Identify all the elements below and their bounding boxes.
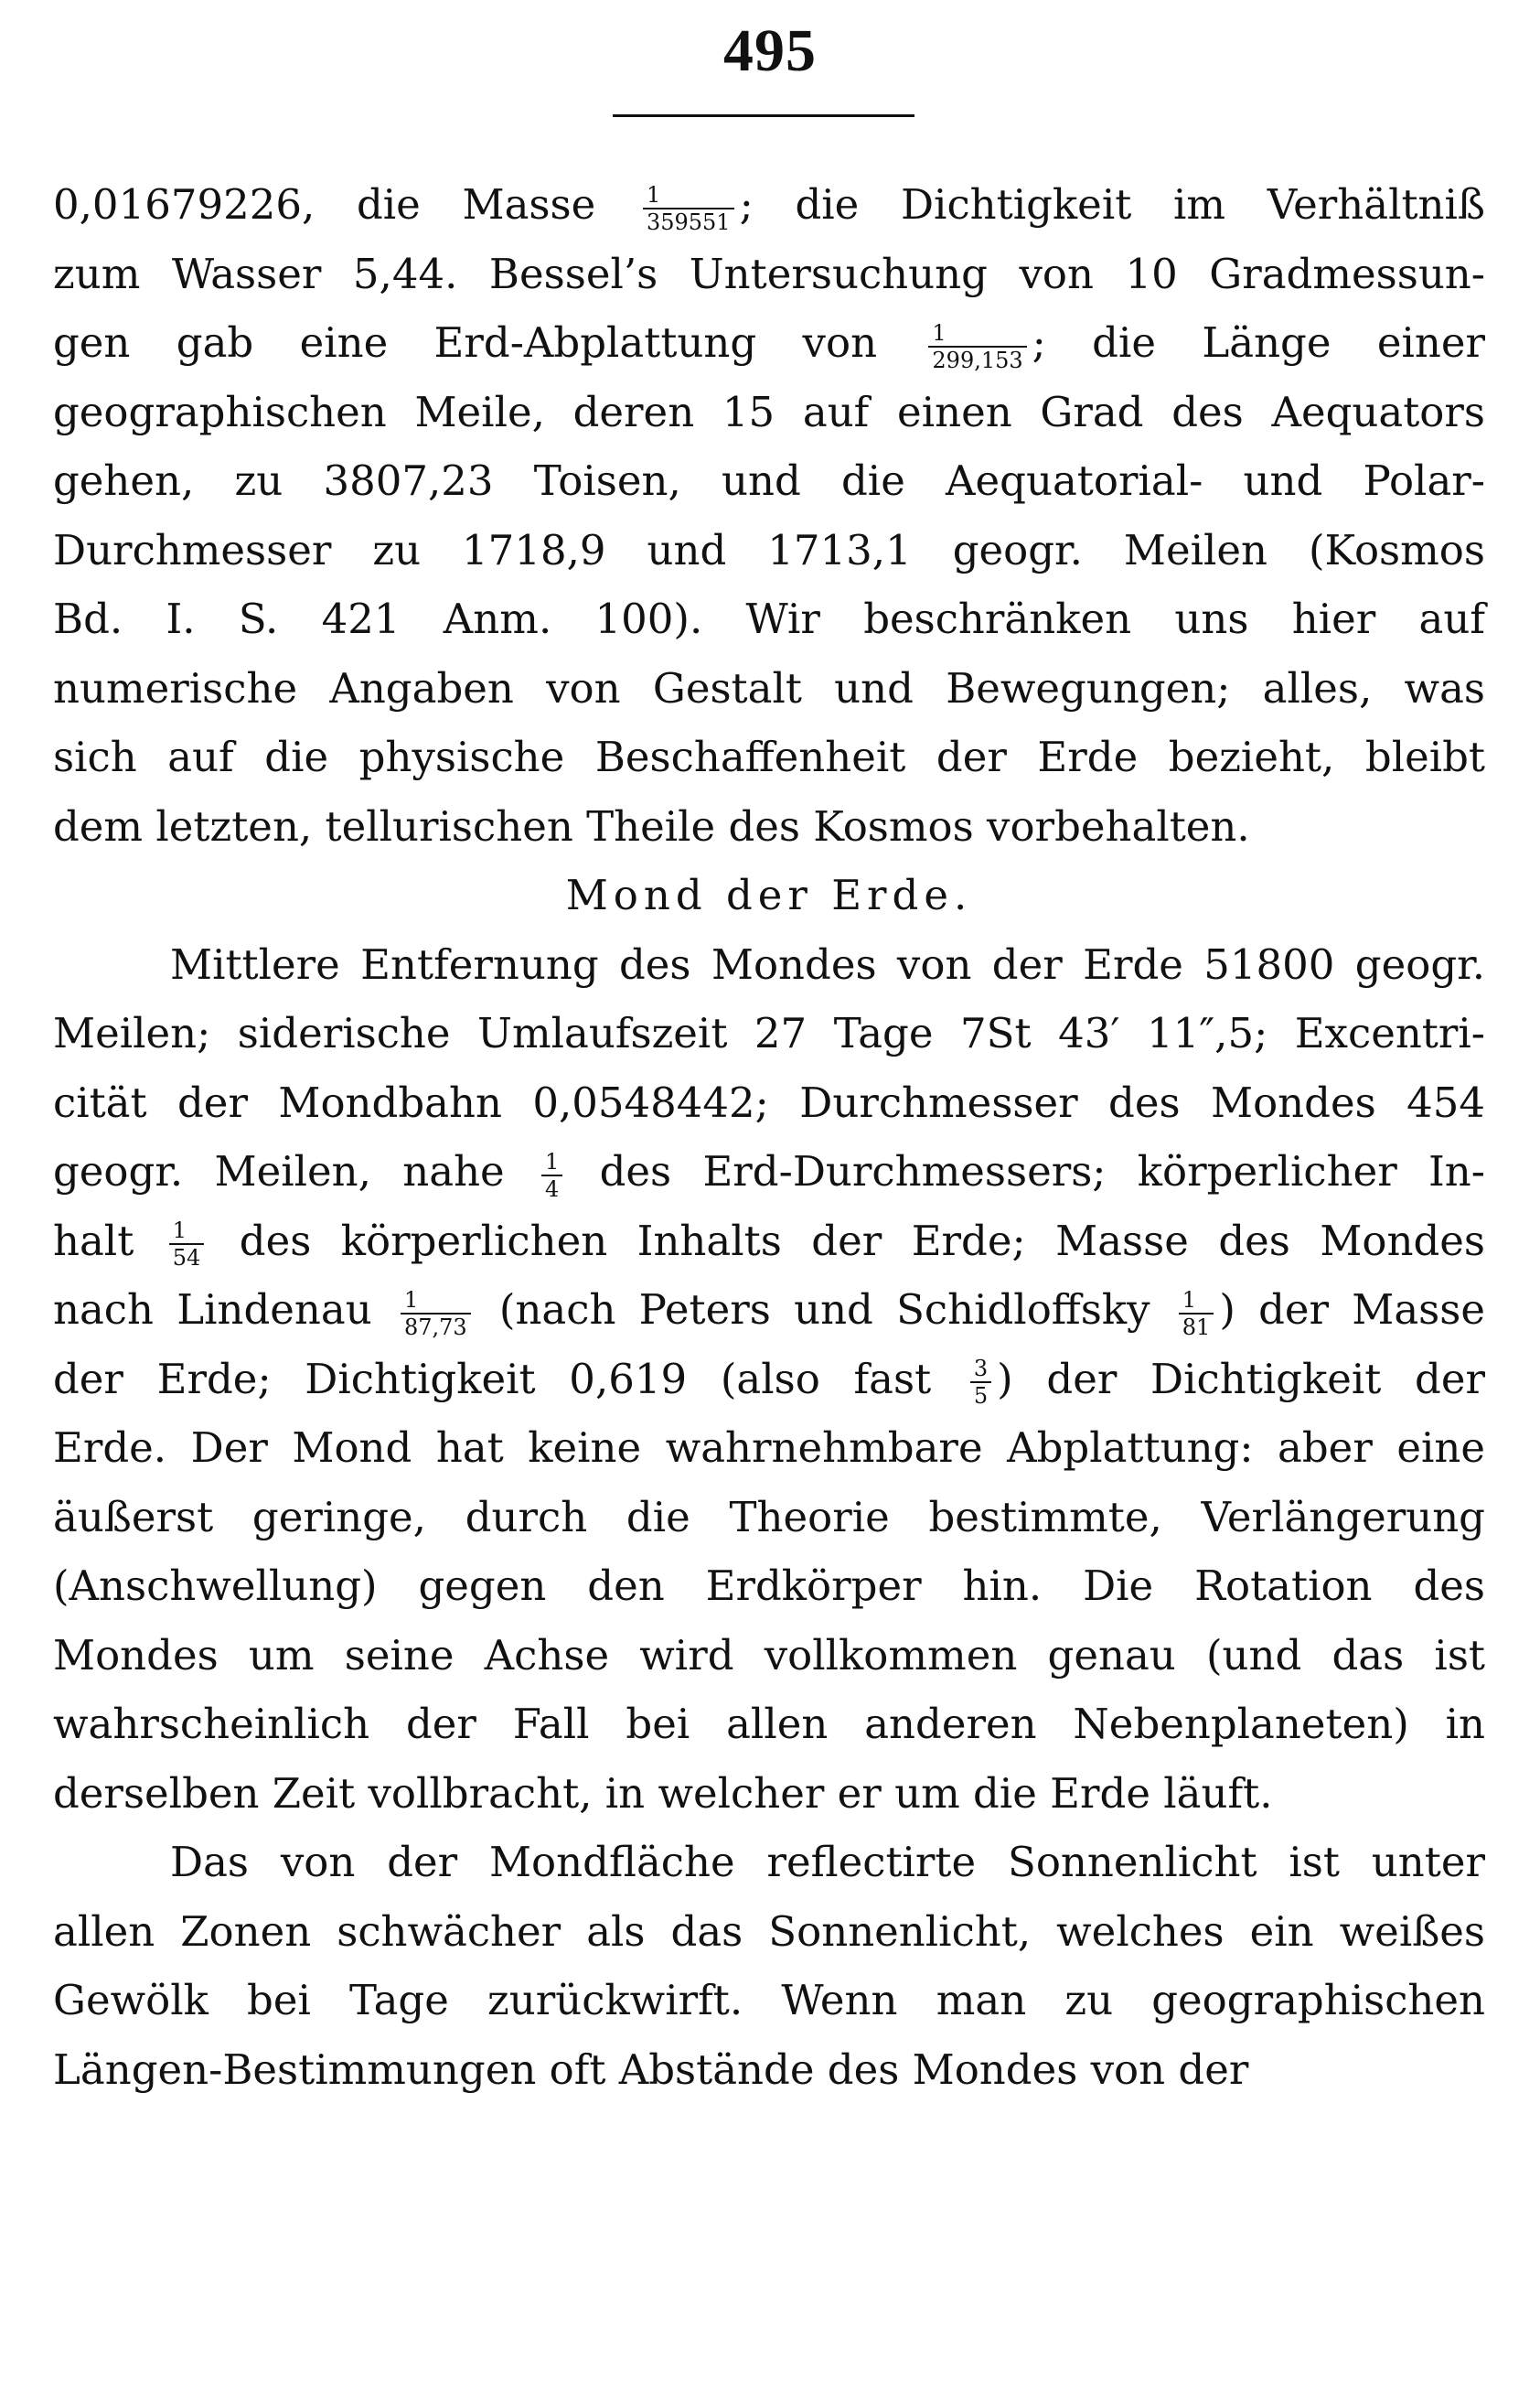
text-segment: (nach Peters und Schidloffsky	[476, 1285, 1173, 1334]
text-line	[53, 1207, 1485, 1276]
paragraph-2	[53, 930, 1485, 1829]
text-segment: gen gab eine Erd-Abplattung von	[53, 318, 924, 367]
fraction	[401, 1287, 471, 1340]
text-segment: dem letzten, tellurischen Theile des Kosmos vorbehalten.	[53, 801, 1250, 851]
header-rule	[613, 114, 914, 117]
fraction-denominator: 81	[1182, 1314, 1211, 1340]
text-segment: Erde. Der Mond hat keine wahrnehmbare Abplattung: aber eine	[53, 1423, 1485, 1472]
text-segment: Durchmesser zu 1718,9 und 1713,1 geogr. Meilen (Kosmos	[53, 525, 1485, 574]
text-line	[53, 1068, 1485, 1138]
paragraph-1	[53, 170, 1485, 861]
text-line	[53, 378, 1485, 447]
text-segment: halt	[53, 1216, 164, 1265]
text-segment: Mittlere Entfernung des Mondes von der Erde 51800 geogr.	[170, 939, 1485, 989]
text-segment: des Erd-Durchmessers; körperlicher In-	[568, 1147, 1485, 1196]
text-line	[53, 723, 1485, 792]
text-line	[53, 1966, 1485, 2035]
text-segment: ; die Länge einer	[1032, 318, 1485, 367]
text-line	[53, 1759, 1485, 1829]
body-text	[53, 170, 1485, 2104]
text-segment: ) der Dichtigkeit der	[997, 1354, 1485, 1403]
text-line	[53, 1413, 1485, 1483]
text-segment: der Erde; Dichtigkeit 0,619 (also fast	[53, 1354, 965, 1403]
fraction-numerator: 1	[169, 1218, 205, 1245]
text-line	[53, 792, 1485, 862]
text-line	[53, 654, 1485, 724]
text-line	[53, 516, 1485, 585]
text-line	[53, 308, 1485, 378]
text-segment: wahrscheinlich der Fall bei allen anderen Nebenplaneten) in	[53, 1700, 1485, 1748]
fraction	[643, 182, 734, 235]
text-line	[53, 1483, 1485, 1552]
text-line	[53, 2035, 1485, 2105]
text-segment: derselben Zeit vollbracht, in welcher er um die Erde läuft.	[53, 1768, 1273, 1818]
text-segment: nach Lindenau	[53, 1285, 395, 1334]
text-line	[53, 1345, 1485, 1414]
text-segment: zum Wasser 5,44. Bessel’s Untersuchung von 10 Gradmessun-	[53, 249, 1485, 298]
text-segment: gehen, zu 3807,23 Toisen, und die Aequatorial- und Polar-	[53, 456, 1485, 505]
fraction-denominator: 359551	[646, 209, 731, 235]
text-segment: geographischen Meile, deren 15 auf einen Grad des Aequators	[53, 387, 1485, 436]
fraction-numerator: 3	[970, 1356, 991, 1383]
page-number: 495	[723, 17, 817, 84]
text-segment: Mondes um seine Achse wird vollkommen genau (und das ist	[53, 1630, 1485, 1679]
text-segment: äußerst geringe, durch die Theorie bestimmte, Verlängerung	[53, 1492, 1485, 1541]
text-segment: Längen-Bestimmungen oft Abstände des Mondes von der	[53, 2044, 1249, 2094]
fraction	[928, 320, 1026, 373]
text-segment: geogr. Meilen, nahe	[53, 1147, 536, 1196]
text-segment: des körperlichen Inhalts der Erde; Masse des Mondes	[209, 1216, 1486, 1265]
fraction	[1179, 1287, 1214, 1340]
text-line	[53, 170, 1485, 240]
fraction-denominator: 299,153	[932, 347, 1023, 373]
text-line	[53, 1137, 1485, 1207]
text-line	[53, 930, 1485, 1000]
fraction-denominator: 5	[973, 1383, 989, 1409]
section-heading: Mond der Erde.	[565, 871, 973, 919]
text-line	[53, 240, 1485, 309]
text-segment: ; die Dichtigkeit im Verhältniß	[739, 180, 1485, 229]
fraction-numerator: 1	[541, 1149, 562, 1176]
text-line	[53, 1897, 1485, 1967]
fraction-numerator: 1	[928, 320, 1026, 348]
text-line	[53, 1828, 1485, 1897]
text-segment: Bd. I. S. 421 Anm. 100). Wir beschränken uns hier auf	[53, 595, 1485, 643]
text-line	[53, 1621, 1485, 1690]
fraction-numerator: 1	[643, 182, 734, 209]
text-segment: (Anschwellung) gegen den Erdkörper hin. Die Rotation des	[53, 1561, 1485, 1610]
fraction	[169, 1218, 205, 1271]
fraction-numerator: 1	[1179, 1287, 1214, 1315]
fraction-numerator: 1	[401, 1287, 471, 1315]
fraction	[541, 1149, 562, 1202]
text-line	[53, 585, 1485, 654]
text-line	[53, 1690, 1485, 1759]
fraction-denominator: 87,73	[403, 1314, 467, 1340]
fraction-denominator: 4	[545, 1175, 560, 1202]
text-line	[53, 1551, 1485, 1621]
text-segment: Das von der Mondfläche reflectirte Sonnenlicht ist unter	[170, 1838, 1485, 1886]
text-line	[53, 446, 1485, 516]
fraction	[970, 1356, 991, 1409]
text-line	[53, 1275, 1485, 1345]
fraction-denominator: 54	[172, 1245, 201, 1271]
text-segment: Gewölk bei Tage zurückwirft. Wenn man zu geographischen	[53, 1976, 1485, 2024]
text-segment: numerische Angaben von Gestalt und Bewegungen; alles, was	[53, 663, 1485, 713]
text-line	[53, 999, 1485, 1068]
text-segment: cität der Mondbahn 0,0548442; Durchmesser des Mondes 454	[53, 1078, 1485, 1127]
text-segment: 0,01679226, die Masse	[53, 180, 637, 229]
text-segment: sich auf die physische Beschaffenheit der Erde bezieht, bleibt	[53, 733, 1485, 781]
text-segment: ) der Masse	[1219, 1285, 1485, 1334]
text-segment: Meilen; siderische Umlaufszeit 27 Tage 7St 43′ 11″,5; Excentri-	[53, 1009, 1485, 1057]
text-segment: allen Zonen schwächer als das Sonnenlicht, welches ein weißes	[53, 1906, 1485, 1956]
paragraph-3	[53, 1828, 1485, 2104]
